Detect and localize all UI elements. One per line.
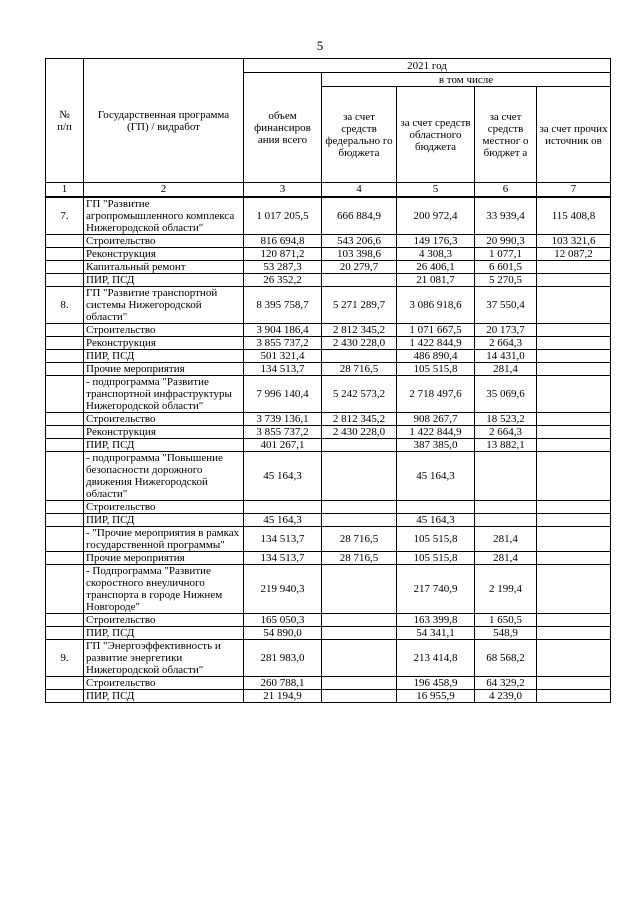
total-value: 21 194,9 bbox=[244, 689, 322, 702]
row-number bbox=[46, 412, 84, 425]
total-value: 53 287,3 bbox=[244, 260, 322, 273]
header-col-federal: за счет средств федерально го бюджета bbox=[322, 87, 397, 183]
regional-value: 16 955,9 bbox=[397, 689, 475, 702]
financing-table bbox=[45, 58, 611, 703]
other-value bbox=[537, 513, 611, 526]
row-number bbox=[46, 551, 84, 564]
regional-value: 213 414,8 bbox=[397, 639, 475, 676]
regional-value: 200 972,4 bbox=[397, 197, 475, 235]
total-value: 134 513,7 bbox=[244, 551, 322, 564]
other-value bbox=[537, 551, 611, 564]
program-name: ПИР, ПСД bbox=[84, 513, 244, 526]
table-row bbox=[46, 500, 611, 513]
program-name: - подпрограмма "Повышение безопасности дорожного движения Нижегородской области" bbox=[84, 451, 244, 500]
regional-value: 21 081,7 bbox=[397, 273, 475, 286]
row-number bbox=[46, 425, 84, 438]
total-value bbox=[244, 500, 322, 513]
federal-value bbox=[322, 500, 397, 513]
regional-value bbox=[397, 500, 475, 513]
other-value bbox=[537, 425, 611, 438]
regional-value: 54 341,1 bbox=[397, 626, 475, 639]
row-number bbox=[46, 513, 84, 526]
regional-value: 2 718 497,6 bbox=[397, 375, 475, 412]
program-name: Строительство bbox=[84, 234, 244, 247]
row-number bbox=[46, 349, 84, 362]
federal-value: 666 884,9 bbox=[322, 197, 397, 235]
table-row bbox=[46, 323, 611, 336]
table-row bbox=[46, 375, 611, 412]
table-row bbox=[46, 513, 611, 526]
program-name: ГП "Развитие агропромышленного комплекса Нижегородской области" bbox=[84, 197, 244, 235]
table-row bbox=[46, 247, 611, 260]
federal-value: 2 812 345,2 bbox=[322, 412, 397, 425]
local-value: 13 882,1 bbox=[475, 438, 537, 451]
federal-value: 2 430 228,0 bbox=[322, 336, 397, 349]
federal-value bbox=[322, 438, 397, 451]
total-value: 3 855 737,2 bbox=[244, 336, 322, 349]
program-name: Реконструкция bbox=[84, 247, 244, 260]
program-name: Прочие мероприятия bbox=[84, 362, 244, 375]
table-row bbox=[46, 689, 611, 702]
local-value: 20 990,3 bbox=[475, 234, 537, 247]
program-name: ПИР, ПСД bbox=[84, 349, 244, 362]
other-value bbox=[537, 613, 611, 626]
federal-value: 28 716,5 bbox=[322, 362, 397, 375]
program-name: ПИР, ПСД bbox=[84, 626, 244, 639]
row-number bbox=[46, 500, 84, 513]
program-name: ГП "Энергоэффективность и развитие энергетики Нижегородской области" bbox=[84, 639, 244, 676]
regional-value: 105 515,8 bbox=[397, 551, 475, 564]
regional-value: 45 164,3 bbox=[397, 513, 475, 526]
header-num: № п/п bbox=[46, 59, 84, 183]
header-col-total: объем финансиров ания всего bbox=[244, 73, 322, 183]
program-name: Строительство bbox=[84, 676, 244, 689]
local-value: 20 173,7 bbox=[475, 323, 537, 336]
row-number bbox=[46, 323, 84, 336]
local-value: 548,9 bbox=[475, 626, 537, 639]
other-value bbox=[537, 526, 611, 551]
program-name: - подпрограмма "Развитие транспортной инфраструктуры Нижегородской области" bbox=[84, 375, 244, 412]
federal-value: 5 271 289,7 bbox=[322, 286, 397, 323]
row-number bbox=[46, 689, 84, 702]
local-value: 281,4 bbox=[475, 362, 537, 375]
program-name: Строительство bbox=[84, 323, 244, 336]
row-number bbox=[46, 564, 84, 613]
local-value: 5 270,5 bbox=[475, 273, 537, 286]
total-value: 134 513,7 bbox=[244, 362, 322, 375]
table-row bbox=[46, 551, 611, 564]
table-row bbox=[46, 273, 611, 286]
table-row bbox=[46, 676, 611, 689]
regional-value: 387 385,0 bbox=[397, 438, 475, 451]
total-value: 1 017 205,5 bbox=[244, 197, 322, 235]
other-value bbox=[537, 626, 611, 639]
total-value: 45 164,3 bbox=[244, 451, 322, 500]
federal-value bbox=[322, 564, 397, 613]
other-value bbox=[537, 412, 611, 425]
table-row bbox=[46, 286, 611, 323]
total-value: 54 890,0 bbox=[244, 626, 322, 639]
row-number: 7. bbox=[46, 197, 84, 235]
regional-value: 486 890,4 bbox=[397, 349, 475, 362]
federal-value bbox=[322, 513, 397, 526]
federal-value bbox=[322, 349, 397, 362]
other-value bbox=[537, 260, 611, 273]
program-name: Строительство bbox=[84, 500, 244, 513]
table-row bbox=[46, 564, 611, 613]
local-value: 14 431,0 bbox=[475, 349, 537, 362]
federal-value: 543 206,6 bbox=[322, 234, 397, 247]
federal-value bbox=[322, 626, 397, 639]
other-value bbox=[537, 286, 611, 323]
local-value: 35 069,6 bbox=[475, 375, 537, 412]
federal-value bbox=[322, 451, 397, 500]
total-value: 219 940,3 bbox=[244, 564, 322, 613]
federal-value bbox=[322, 676, 397, 689]
federal-value: 28 716,5 bbox=[322, 526, 397, 551]
local-value bbox=[475, 513, 537, 526]
program-name: ПИР, ПСД bbox=[84, 689, 244, 702]
federal-value: 20 279,7 bbox=[322, 260, 397, 273]
program-name: - Подпрограмма "Развитие скоростного внеуличного транспорта в городе Нижнем Новгороде" bbox=[84, 564, 244, 613]
table-row bbox=[46, 451, 611, 500]
local-value bbox=[475, 500, 537, 513]
other-value bbox=[537, 375, 611, 412]
table-row bbox=[46, 234, 611, 247]
program-name: Строительство bbox=[84, 613, 244, 626]
table-row bbox=[46, 349, 611, 362]
other-value bbox=[537, 451, 611, 500]
program-name: ПИР, ПСД bbox=[84, 438, 244, 451]
page-number: 5 bbox=[316, 38, 324, 53]
total-value: 120 871,2 bbox=[244, 247, 322, 260]
federal-value: 28 716,5 bbox=[322, 551, 397, 564]
other-value bbox=[537, 349, 611, 362]
row-number bbox=[46, 247, 84, 260]
other-value bbox=[537, 323, 611, 336]
total-value: 816 694,8 bbox=[244, 234, 322, 247]
total-value: 281 983,0 bbox=[244, 639, 322, 676]
row-number bbox=[46, 273, 84, 286]
program-name: Капитальный ремонт bbox=[84, 260, 244, 273]
col-number: 2 bbox=[84, 183, 244, 197]
regional-value: 3 086 918,6 bbox=[397, 286, 475, 323]
other-value: 103 321,6 bbox=[537, 234, 611, 247]
total-value: 7 996 140,4 bbox=[244, 375, 322, 412]
regional-value: 1 422 844,9 bbox=[397, 336, 475, 349]
table-row bbox=[46, 336, 611, 349]
federal-value bbox=[322, 273, 397, 286]
federal-value bbox=[322, 639, 397, 676]
federal-value: 2 812 345,2 bbox=[322, 323, 397, 336]
regional-value: 105 515,8 bbox=[397, 362, 475, 375]
table-row bbox=[46, 197, 611, 235]
row-number bbox=[46, 526, 84, 551]
regional-value: 163 399,8 bbox=[397, 613, 475, 626]
total-value: 45 164,3 bbox=[244, 513, 322, 526]
total-value: 3 739 136,1 bbox=[244, 412, 322, 425]
local-value: 1 077,1 bbox=[475, 247, 537, 260]
program-name: Строительство bbox=[84, 412, 244, 425]
table-row bbox=[46, 260, 611, 273]
other-value bbox=[537, 639, 611, 676]
col-number: 3 bbox=[244, 183, 322, 197]
regional-value: 4 308,3 bbox=[397, 247, 475, 260]
other-value bbox=[537, 336, 611, 349]
header-year: 2021 год bbox=[244, 59, 611, 73]
header-col-regional: за счет средств областного бюджета bbox=[397, 87, 475, 183]
federal-value: 103 398,6 bbox=[322, 247, 397, 260]
total-value: 3 855 737,2 bbox=[244, 425, 322, 438]
table-row bbox=[46, 438, 611, 451]
total-value: 26 352,2 bbox=[244, 273, 322, 286]
program-name: Реконструкция bbox=[84, 336, 244, 349]
row-number bbox=[46, 626, 84, 639]
table-row bbox=[46, 425, 611, 438]
col-number: 6 bbox=[475, 183, 537, 197]
header-col-local: за счет средств местног о бюджет а bbox=[475, 87, 537, 183]
total-value: 134 513,7 bbox=[244, 526, 322, 551]
table-row bbox=[46, 626, 611, 639]
row-number bbox=[46, 362, 84, 375]
local-value: 18 523,2 bbox=[475, 412, 537, 425]
local-value: 281,4 bbox=[475, 551, 537, 564]
local-value bbox=[475, 451, 537, 500]
row-number bbox=[46, 676, 84, 689]
other-value bbox=[537, 273, 611, 286]
program-name: - "Прочие мероприятия в рамках государственной программы" bbox=[84, 526, 244, 551]
col-number: 7 bbox=[537, 183, 611, 197]
col-number: 4 bbox=[322, 183, 397, 197]
regional-value: 149 176,3 bbox=[397, 234, 475, 247]
local-value: 2 664,3 bbox=[475, 425, 537, 438]
table-row bbox=[46, 613, 611, 626]
federal-value bbox=[322, 689, 397, 702]
header-including: в том числе bbox=[322, 73, 611, 87]
local-value: 64 329,2 bbox=[475, 676, 537, 689]
other-value bbox=[537, 676, 611, 689]
federal-value: 5 242 573,2 bbox=[322, 375, 397, 412]
other-value bbox=[537, 500, 611, 513]
table-row bbox=[46, 526, 611, 551]
local-value: 281,4 bbox=[475, 526, 537, 551]
local-value: 37 550,4 bbox=[475, 286, 537, 323]
program-name: ПИР, ПСД bbox=[84, 273, 244, 286]
row-number bbox=[46, 613, 84, 626]
row-number: 9. bbox=[46, 639, 84, 676]
regional-value: 908 267,7 bbox=[397, 412, 475, 425]
total-value: 501 321,4 bbox=[244, 349, 322, 362]
regional-value: 1 422 844,9 bbox=[397, 425, 475, 438]
row-number: 8. bbox=[46, 286, 84, 323]
total-value: 3 904 186,4 bbox=[244, 323, 322, 336]
row-number bbox=[46, 451, 84, 500]
row-number bbox=[46, 336, 84, 349]
program-name: Реконструкция bbox=[84, 425, 244, 438]
regional-value: 217 740,9 bbox=[397, 564, 475, 613]
local-value: 33 939,4 bbox=[475, 197, 537, 235]
other-value bbox=[537, 689, 611, 702]
total-value: 8 395 758,7 bbox=[244, 286, 322, 323]
total-value: 165 050,3 bbox=[244, 613, 322, 626]
total-value: 260 788,1 bbox=[244, 676, 322, 689]
header-col-other: за счет прочих источник ов bbox=[537, 87, 611, 183]
table-row bbox=[46, 639, 611, 676]
local-value: 6 601,5 bbox=[475, 260, 537, 273]
row-number bbox=[46, 438, 84, 451]
local-value: 1 650,5 bbox=[475, 613, 537, 626]
regional-value: 1 071 667,5 bbox=[397, 323, 475, 336]
other-value bbox=[537, 438, 611, 451]
local-value: 4 239,0 bbox=[475, 689, 537, 702]
row-number bbox=[46, 260, 84, 273]
local-value: 2 664,3 bbox=[475, 336, 537, 349]
regional-value: 196 458,9 bbox=[397, 676, 475, 689]
header-program: Государственная программа (ГП) / видработ bbox=[84, 59, 244, 183]
row-number bbox=[46, 375, 84, 412]
table-row bbox=[46, 362, 611, 375]
local-value: 68 568,2 bbox=[475, 639, 537, 676]
other-value: 115 408,8 bbox=[537, 197, 611, 235]
federal-value: 2 430 228,0 bbox=[322, 425, 397, 438]
other-value bbox=[537, 564, 611, 613]
table-row bbox=[46, 412, 611, 425]
other-value: 12 087,2 bbox=[537, 247, 611, 260]
table-body bbox=[46, 197, 611, 703]
program-name: Прочие мероприятия bbox=[84, 551, 244, 564]
row-number bbox=[46, 234, 84, 247]
total-value: 401 267,1 bbox=[244, 438, 322, 451]
regional-value: 45 164,3 bbox=[397, 451, 475, 500]
local-value: 2 199,4 bbox=[475, 564, 537, 613]
other-value bbox=[537, 362, 611, 375]
program-name: ГП "Развитие транспортной системы Нижегородской области" bbox=[84, 286, 244, 323]
regional-value: 105 515,8 bbox=[397, 526, 475, 551]
regional-value: 26 406,1 bbox=[397, 260, 475, 273]
col-number: 1 bbox=[46, 183, 84, 197]
col-number: 5 bbox=[397, 183, 475, 197]
federal-value bbox=[322, 613, 397, 626]
